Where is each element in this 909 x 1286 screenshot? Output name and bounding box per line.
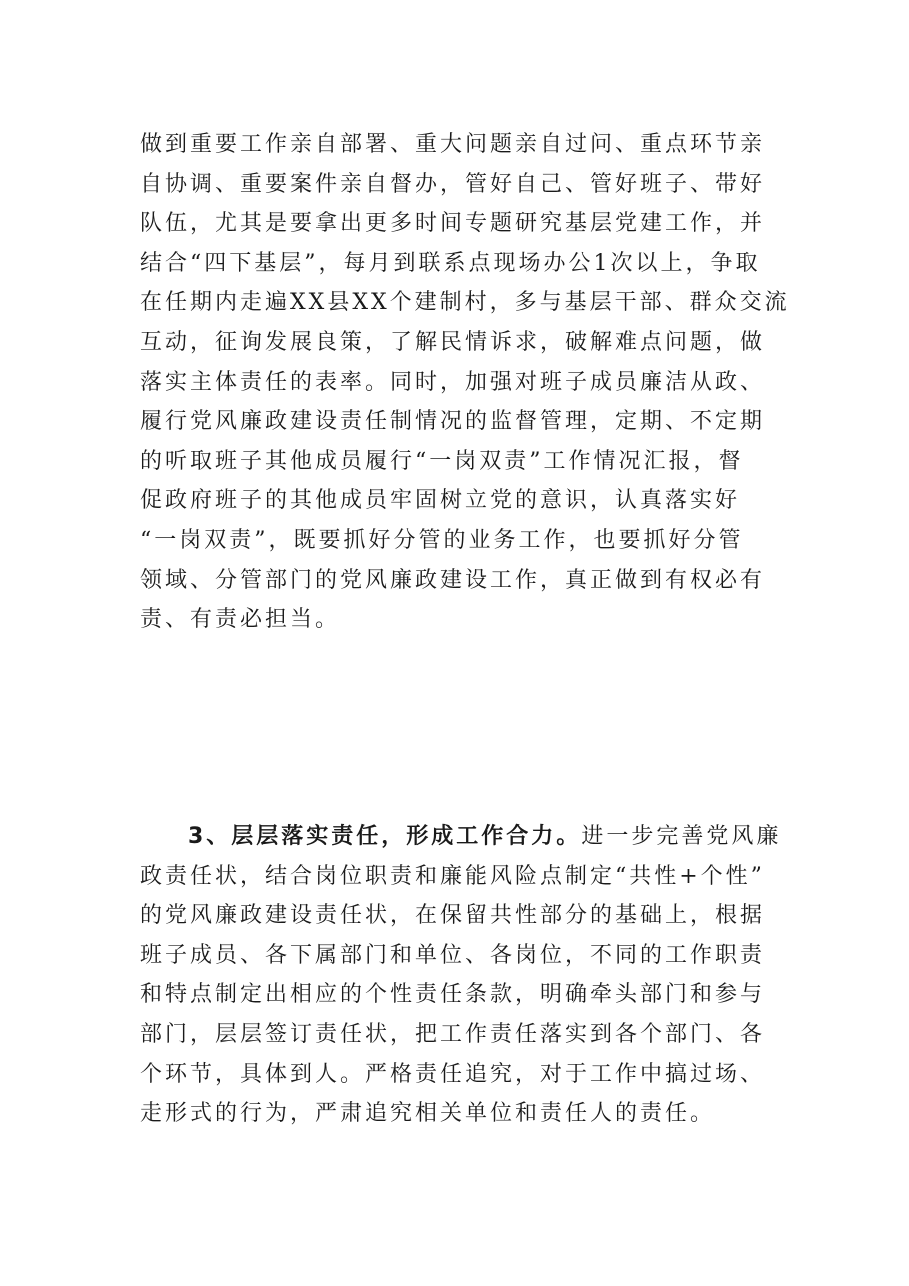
paragraph-1 — [140, 125, 790, 640]
paragraph-line: 做到重要工作亲自部署、重大问题亲自过问、重点环节亲 — [140, 132, 766, 157]
paragraph-line: 政责任状，结合岗位职责和廉能风险点制定“共性+个性” — [140, 863, 765, 889]
paragraph-line: 部门，层层签订责任状，把工作责任落实到各个部门、各 — [140, 1021, 766, 1047]
paragraph-line: 队伍，尤其是要拿出更多时间专题研究基层党建工作，并 — [140, 211, 766, 237]
paragraph-line: 在任期内走遍XX县XX个建制村，多与基层干部、群众交流 — [140, 290, 790, 316]
paragraph-line: 互动，征询发展良策，了解民情诉求，破解难点问题，做 — [140, 329, 766, 355]
paragraph-line: 的听取班子其他成员履行“一岗双责”工作情况汇报，督 — [140, 448, 744, 474]
paragraph-line: 责、有责必担当。 — [140, 607, 341, 633]
paragraph-line: 走形式的行为，严肃追究相关单位和责任人的责任。 — [140, 1101, 716, 1127]
paragraph-line: 领域、分管部门的党风廉政建设工作，真正做到有权必有 — [140, 567, 766, 593]
paragraph-line: 个环节，具体到人。严格责任追究，对于工作中搞过场、 — [140, 1061, 766, 1087]
paragraph-line: 履行党风廉政建设责任制情况的监督管理，定期、不定期 — [140, 409, 766, 435]
paragraph-line: 班子成员、各下属部门和单位、各岗位，不同的工作职责 — [140, 942, 766, 968]
paragraph-line: 和特点制定出相应的个性责任条款，明确牵头部门和参与 — [140, 982, 766, 1008]
paragraph-first-line — [140, 817, 780, 857]
paragraph-line: 结合“四下基层”，每月到联系点现场办公1次以上，争取 — [140, 250, 761, 276]
paragraph-line: 落实主体责任的表率。同时，加强对班子成员廉洁从政、 — [140, 369, 766, 395]
paragraph-line: 的党风廉政建设责任状，在保留共性部分的基础上，根据 — [140, 903, 766, 929]
paragraph-line: 自协调、重要案件亲自督办，管好自己、管好班子、带好 — [140, 171, 766, 197]
paragraph-line-rest: 进一步完善党风廉 — [581, 824, 782, 849]
paragraph-2 — [140, 817, 780, 1134]
paragraph-line: 促政府班子的其他成员牢固树立党的意识，认真落实好 — [140, 488, 741, 514]
paragraph-line: “一岗双责”，既要抓好分管的业务工作，也要抓好分管 — [140, 527, 744, 553]
section-heading: 3、层层落实责任，形成工作合力。 — [188, 824, 582, 849]
